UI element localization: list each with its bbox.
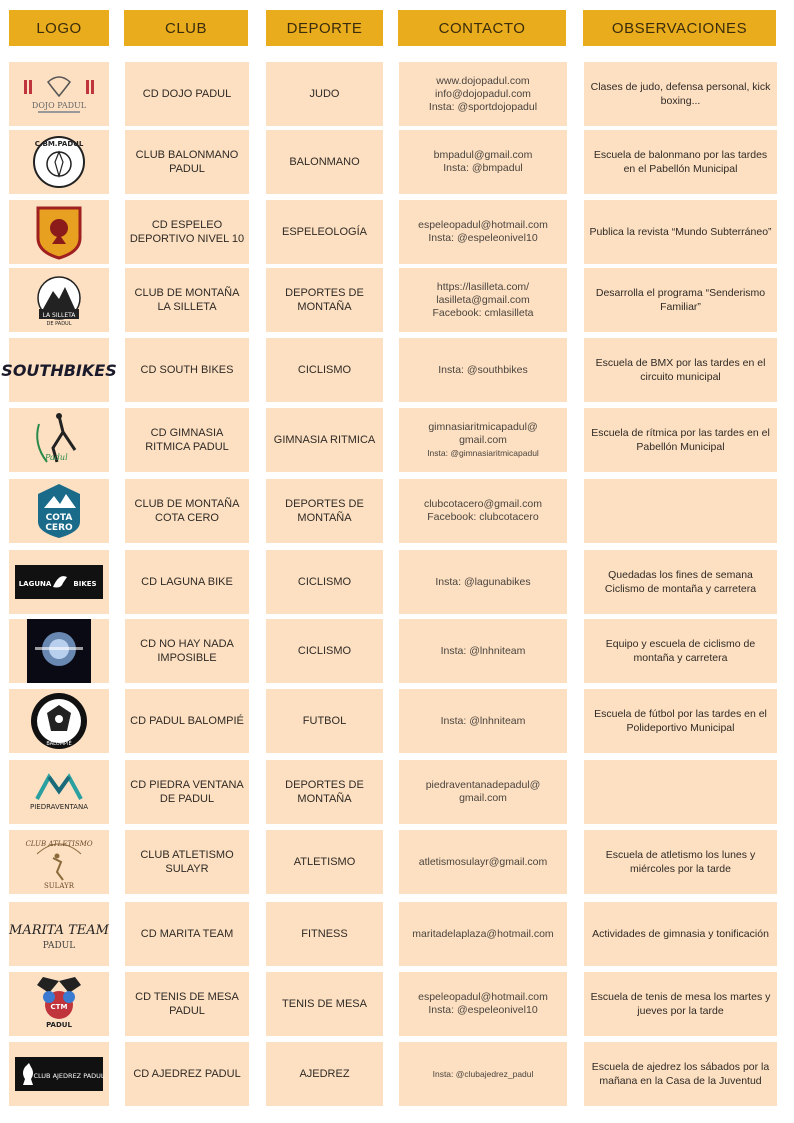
- logo-cell: [9, 200, 109, 264]
- deporte-cell: [266, 760, 383, 824]
- contacto-line[interactable]: gmail.com: [459, 792, 507, 804]
- observaciones-cell: [584, 902, 777, 966]
- svg-text:PIEDRAVENTANA: PIEDRAVENTANA: [29, 803, 89, 811]
- padul-balompie-logo-icon: [18, 694, 100, 748]
- club-cell: [125, 479, 249, 543]
- observaciones-text: Escuela de rítmica por las tardes en el Pabellón Municipal: [591, 427, 770, 453]
- ajedrez-padul-logo-icon: [18, 1047, 105, 1101]
- contacto-line[interactable]: Insta: @southbikes: [438, 363, 528, 376]
- club-cell: [125, 760, 249, 824]
- balonmano-padul-logo-icon: [18, 135, 100, 189]
- contacto-cell: [399, 760, 567, 824]
- contacto-cell: [399, 972, 567, 1036]
- club-cell: [125, 268, 249, 332]
- contacto-cell: [399, 1042, 567, 1106]
- deporte-cell: [266, 619, 383, 683]
- observaciones-text: Escuela de BMX por las tardes en el circuito municipal: [595, 357, 766, 383]
- contacto-cell: [399, 130, 567, 194]
- observaciones-text: Desarrolla el programa “Senderismo Familiar”: [595, 287, 766, 313]
- club-cell: [125, 130, 249, 194]
- svg-text:PADUL: PADUL: [42, 941, 76, 951]
- deporte-name: GIMNASIA RITMICA: [273, 434, 376, 446]
- deporte-name: CICLISMO: [297, 645, 352, 657]
- svg-text:PADUL: PADUL: [46, 1021, 72, 1029]
- deporte-cell: [266, 972, 383, 1036]
- contacto-line[interactable]: maritadelaplaza@hotmail.com: [412, 927, 554, 940]
- logo-cell: [9, 550, 109, 614]
- gimnasia-ritmica-logo-icon: [18, 413, 100, 467]
- logo-cell: [9, 760, 109, 824]
- svg-text:CLUB ATLETISMO: CLUB ATLETISMO: [25, 840, 93, 848]
- contacto-line[interactable]: gmail.com: [459, 433, 507, 446]
- header-logo-label: LOGO: [36, 19, 82, 37]
- club-name: CLUB DE MONTAÑA LA SILLETA: [134, 287, 240, 313]
- logo-cell: [9, 479, 109, 543]
- contacto-line[interactable]: bmpadul@gmail.com: [433, 149, 533, 161]
- svg-text:DOJO PADUL: DOJO PADUL: [31, 101, 87, 110]
- svg-text:LA SILLETA: LA SILLETA: [42, 312, 76, 319]
- piedra-ventana-logo-icon: [18, 765, 100, 819]
- contacto-line[interactable]: espeleopadul@hotmail.com: [418, 991, 548, 1003]
- club-cell: [125, 1042, 249, 1106]
- club-cell: [125, 902, 249, 966]
- deporte-name: AJEDREZ: [299, 1068, 350, 1080]
- svg-text:DE PADUL: DE PADUL: [46, 321, 72, 327]
- contacto-line[interactable]: www.dojopadul.com: [436, 74, 530, 87]
- observaciones-text: Actividades de gimnasia y tonificación: [592, 928, 769, 940]
- cota-cero-logo-icon: [18, 484, 100, 538]
- observaciones-text: Quedadas los fines de semana Ciclismo de montaña y carretera: [604, 569, 757, 595]
- club-cell: [125, 62, 249, 126]
- club-name: CD TENIS DE MESA PADUL: [135, 991, 239, 1017]
- logo-cell: [9, 1042, 109, 1106]
- deporte-cell: [266, 268, 383, 332]
- club-name: CD PADUL BALOMPIÉ: [130, 715, 244, 727]
- logo-cell: [9, 408, 109, 472]
- observaciones-cell: [584, 830, 777, 894]
- observaciones-text: Escuela de fútbol por las tardes en el Polideportivo Municipal: [594, 708, 767, 734]
- observaciones-text: Equipo y escuela de ciclismo de montaña y carretera: [605, 638, 756, 664]
- deporte-name: CICLISMO: [297, 576, 352, 588]
- deporte-cell: [266, 830, 383, 894]
- atletismo-sulayr-logo-icon: [18, 835, 100, 889]
- logo-cell: [1, 338, 117, 402]
- deporte-name: BALONMANO: [289, 156, 360, 168]
- club-name: CD LAGUNA BIKE: [141, 576, 233, 588]
- club-name: CD ESPELEO DEPORTIVO NIVEL 10: [129, 219, 245, 245]
- la-silleta-logo-icon: [18, 273, 100, 327]
- marita-team-logo-icon: [9, 907, 109, 961]
- club-cell: [125, 200, 249, 264]
- club-name: CD AJEDREZ PADUL: [133, 1068, 241, 1080]
- observaciones-cell: [584, 62, 777, 126]
- contacto-line[interactable]: Facebook: clubcotacero: [427, 511, 539, 523]
- deporte-cell: [266, 408, 383, 472]
- contacto-line[interactable]: Insta: @gimnasiaritmicapadul: [427, 447, 539, 458]
- contacto-cell: [399, 619, 567, 683]
- header-deporte-label: DEPORTE: [286, 19, 363, 37]
- observaciones-cell: [584, 130, 777, 194]
- observaciones-cell: [584, 619, 777, 683]
- svg-text:CERO: CERO: [45, 523, 73, 533]
- svg-text:C.BM.PADUL: C.BM.PADUL: [34, 140, 84, 148]
- deporte-cell: [266, 1042, 383, 1106]
- observaciones-cell: [584, 760, 777, 824]
- contacto-cell: [399, 550, 567, 614]
- deporte-cell: [266, 902, 383, 966]
- club-cell: [125, 972, 249, 1036]
- svg-text:SOUTHBIKES: SOUTHBIKES: [1, 361, 117, 380]
- svg-text:CTM: CTM: [50, 1003, 68, 1011]
- deporte-name: ATLETISMO: [293, 856, 356, 868]
- club-cell: [125, 338, 249, 402]
- laguna-bikes-logo-icon: [18, 555, 100, 609]
- club-cell: [125, 830, 249, 894]
- observaciones-text: Escuela de tenis de mesa los martes y jueves por la tarde: [590, 991, 771, 1017]
- logo-cell: [9, 619, 109, 683]
- observaciones-text: Publica la revista “Mundo Subterráneo”: [589, 226, 772, 238]
- contacto-line[interactable]: Insta: @clubajedrez_padul: [432, 1068, 534, 1079]
- header-contacto-label: CONTACTO: [438, 19, 526, 37]
- contacto-line[interactable]: info@dojopadul.com: [435, 87, 531, 100]
- contacto-cell: [399, 902, 567, 966]
- contacto-line[interactable]: Facebook: cmlasilleta: [432, 306, 534, 319]
- contacto-line[interactable]: Insta: @espeleonivel10: [428, 1004, 538, 1016]
- club-name: CD MARITA TEAM: [140, 928, 234, 940]
- observaciones-text: Escuela de atletismo los lunes y miércoles por la tarde: [605, 849, 756, 875]
- no-hay-nada-imposible-logo-icon: [18, 624, 100, 678]
- club-name: CD DOJO PADUL: [142, 88, 232, 100]
- contacto-line[interactable]: Insta: @lagunabikes: [435, 575, 531, 588]
- observaciones-text: Escuela de balonmano por las tardes en el Pabellón Municipal: [593, 149, 768, 175]
- contacto-cell: [399, 338, 567, 402]
- contacto-line[interactable]: lasilleta@gmail.com: [436, 293, 530, 306]
- deporte-cell: [266, 689, 383, 753]
- svg-text:Padul: Padul: [45, 453, 68, 462]
- header-club-label: CLUB: [164, 19, 207, 37]
- deporte-name: ESPELEOLOGÍA: [282, 226, 367, 238]
- observaciones-cell: [584, 972, 777, 1036]
- contacto-cell: [399, 62, 567, 126]
- deporte-name: TENIS DE MESA: [282, 998, 367, 1010]
- deporte-name: DEPORTES DE MONTAÑA: [285, 498, 364, 524]
- svg-text:COTA: COTA: [45, 513, 73, 523]
- deporte-name: DEPORTES DE MONTAÑA: [285, 779, 364, 805]
- club-name: CLUB DE MONTAÑA COTA CERO: [134, 498, 240, 524]
- contacto-cell: [399, 479, 567, 543]
- svg-text:LAGUNA: LAGUNA: [18, 580, 52, 588]
- svg-text:MARITA TEAM: MARITA TEAM: [9, 923, 109, 938]
- deporte-cell: [266, 550, 383, 614]
- logo-cell: [9, 268, 109, 332]
- observaciones-text: Escuela de ajedrez los sábados por la mañana en la Casa de la Juventud: [591, 1061, 770, 1087]
- observaciones-cell: [584, 689, 777, 753]
- svg-text:SULAYR: SULAYR: [43, 882, 75, 890]
- deporte-name: DEPORTES DE MONTAÑA: [285, 287, 364, 313]
- observaciones-cell: [584, 550, 777, 614]
- club-cell: [125, 408, 249, 472]
- deporte-name: CICLISMO: [297, 364, 352, 376]
- dojo-padul-logo-icon: [18, 67, 100, 121]
- svg-text:BALOMPIÉ: BALOMPIÉ: [46, 741, 72, 747]
- contacto-cell: [399, 689, 567, 753]
- observaciones-cell: [584, 268, 777, 332]
- observaciones-cell: [584, 200, 777, 264]
- observaciones-cell: [584, 408, 777, 472]
- club-cell: [125, 689, 249, 753]
- logo-cell: [9, 902, 109, 966]
- logo-cell: [9, 62, 109, 126]
- club-cell: [125, 619, 249, 683]
- contacto-line[interactable]: Insta: @sportdojopadul: [428, 100, 538, 113]
- deporte-cell: [266, 62, 383, 126]
- svg-text:BIKES: BIKES: [73, 580, 97, 588]
- contacto-line[interactable]: espeleopadul@hotmail.com: [418, 219, 548, 231]
- contacto-line[interactable]: gimnasiaritmicapadul@: [428, 420, 538, 433]
- deporte-name: JUDO: [309, 88, 340, 100]
- svg-text:CLUB AJEDREZ PADUL: CLUB AJEDREZ PADUL: [33, 1072, 105, 1080]
- observaciones-cell: [584, 1042, 777, 1106]
- contacto-cell: [399, 268, 567, 332]
- deporte-cell: [266, 200, 383, 264]
- contacto-line[interactable]: Insta: @espeleonivel10: [428, 232, 538, 244]
- contacto-line[interactable]: clubcotacero@gmail.com: [423, 498, 543, 510]
- club-name: CLUB BALONMANO PADUL: [135, 149, 239, 175]
- contacto-line[interactable]: Insta: @lnhniteam: [440, 714, 526, 727]
- club-name: CLUB ATLETISMO SULAYR: [140, 849, 234, 875]
- club-name: CD GIMNASIA RITMICA PADUL: [145, 427, 229, 453]
- header-observaciones-label: OBSERVACIONES: [611, 19, 748, 37]
- club-name: CD SOUTH BIKES: [140, 364, 234, 376]
- contacto-line[interactable]: https://lasilleta.com/: [436, 280, 530, 293]
- deporte-cell: [266, 130, 383, 194]
- contacto-line[interactable]: piedraventanadepadul@: [425, 779, 541, 791]
- observaciones-cell: [584, 479, 777, 543]
- logo-cell: [9, 830, 109, 894]
- contacto-cell: [399, 200, 567, 264]
- contacto-cell: [399, 408, 567, 472]
- contacto-line[interactable]: Insta: @lnhniteam: [440, 644, 526, 657]
- logo-cell: [9, 689, 109, 753]
- club-name: CD PIEDRA VENTANA DE PADUL: [130, 779, 244, 805]
- club-cell: [125, 550, 249, 614]
- logo-cell: [9, 130, 109, 194]
- observaciones-text: Clases de judo, defensa personal, kick boxing...: [590, 81, 771, 107]
- contacto-cell: [399, 830, 567, 894]
- deporte-name: FUTBOL: [302, 715, 347, 727]
- contacto-line[interactable]: Insta: @bmpadul: [443, 162, 523, 174]
- deporte-cell: [266, 338, 383, 402]
- deporte-cell: [266, 479, 383, 543]
- deporte-name: FITNESS: [301, 928, 348, 940]
- espeleo-nivel10-logo-icon: [18, 205, 100, 259]
- observaciones-cell: [584, 338, 777, 402]
- contacto-line[interactable]: atletismosulayr@gmail.com: [418, 855, 548, 868]
- logo-cell: [9, 972, 109, 1036]
- south-bikes-logo-icon: [1, 343, 117, 397]
- club-name: CD NO HAY NADA IMPOSIBLE: [140, 638, 234, 664]
- tenis-de-mesa-logo-icon: [18, 977, 100, 1031]
